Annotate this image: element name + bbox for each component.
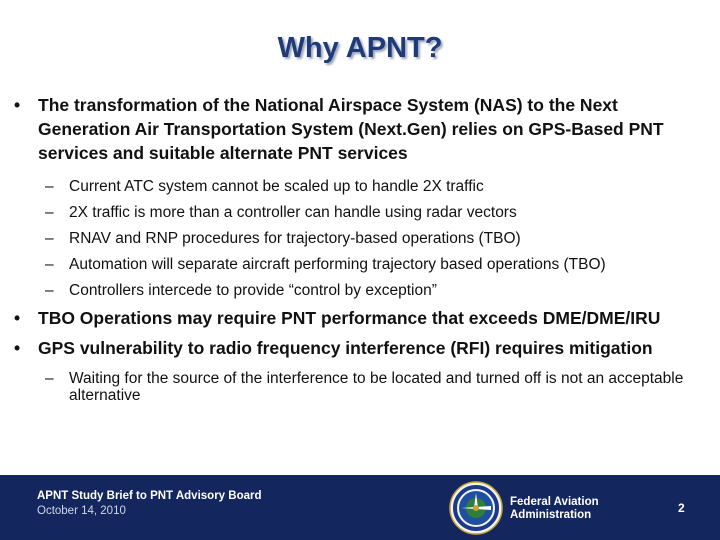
slide-footer <box>0 475 720 540</box>
footer-date: October 14, 2010 <box>37 505 126 517</box>
sub-bullet-marker: – <box>45 230 54 247</box>
bullet-text: TBO Operations may require PNT performance that exceeds DME/DME/IRU <box>38 308 661 328</box>
sub-bullet-item <box>14 252 714 278</box>
bullet-item <box>14 93 714 165</box>
sub-bullet-text: Current ATC system cannot be scaled up to handle 2X traffic <box>69 178 484 195</box>
faa-name-line-1: Federal Aviation <box>510 496 599 508</box>
sub-bullet-text: 2X traffic is more than a controller can handle using radar vectors <box>69 204 517 221</box>
bullet-marker: • <box>14 308 21 328</box>
faa-name-line-2: Administration <box>510 509 592 521</box>
sub-bullet-text: Controllers intercede to provide “control by exception” <box>69 282 437 299</box>
slide-title: Why APNT? <box>277 32 443 64</box>
sub-bullet-item <box>14 200 714 226</box>
page-number: 2 <box>678 501 685 515</box>
faa-organization-name <box>510 496 599 522</box>
sub-bullet-item <box>14 370 714 404</box>
footer-study-title: APNT Study Brief to PNT Advisory Board <box>37 490 262 502</box>
bullet-marker: • <box>14 95 21 115</box>
footer-info <box>37 490 262 517</box>
sub-bullet-text: Waiting for the source of the interference to be located and turned off is not an acceptable alternative <box>69 370 684 404</box>
sub-bullet-text: Automation will separate aircraft performing trajectory based operations (TBO) <box>69 256 606 273</box>
bullet-text: GPS vulnerability to radio frequency interference (RFI) requires mitigation <box>38 338 653 358</box>
sub-bullet-marker: – <box>45 282 54 299</box>
bullet-marker: • <box>14 338 21 358</box>
sub-bullet-marker: – <box>45 178 54 195</box>
sub-bullet-marker: – <box>45 256 54 273</box>
faa-seal-icon <box>449 481 503 535</box>
sub-bullet-item <box>14 278 714 304</box>
bullet-item <box>14 306 714 330</box>
slide-content <box>14 93 714 404</box>
sub-bullet-item <box>14 174 714 200</box>
sub-bullet-text: RNAV and RNP procedures for trajectory-based operations (TBO) <box>69 230 521 247</box>
bullet-text: The transformation of the National Airspace System (NAS) to the Next Generation Air Transportation System (Next.Gen) relies on GPS-Based PNT services and suitable alternate PNT services <box>38 95 664 163</box>
bullet-item <box>14 336 714 360</box>
sub-bullet-marker: – <box>45 204 54 221</box>
sub-bullet-marker: – <box>45 370 54 387</box>
sub-bullet-item <box>14 226 714 252</box>
